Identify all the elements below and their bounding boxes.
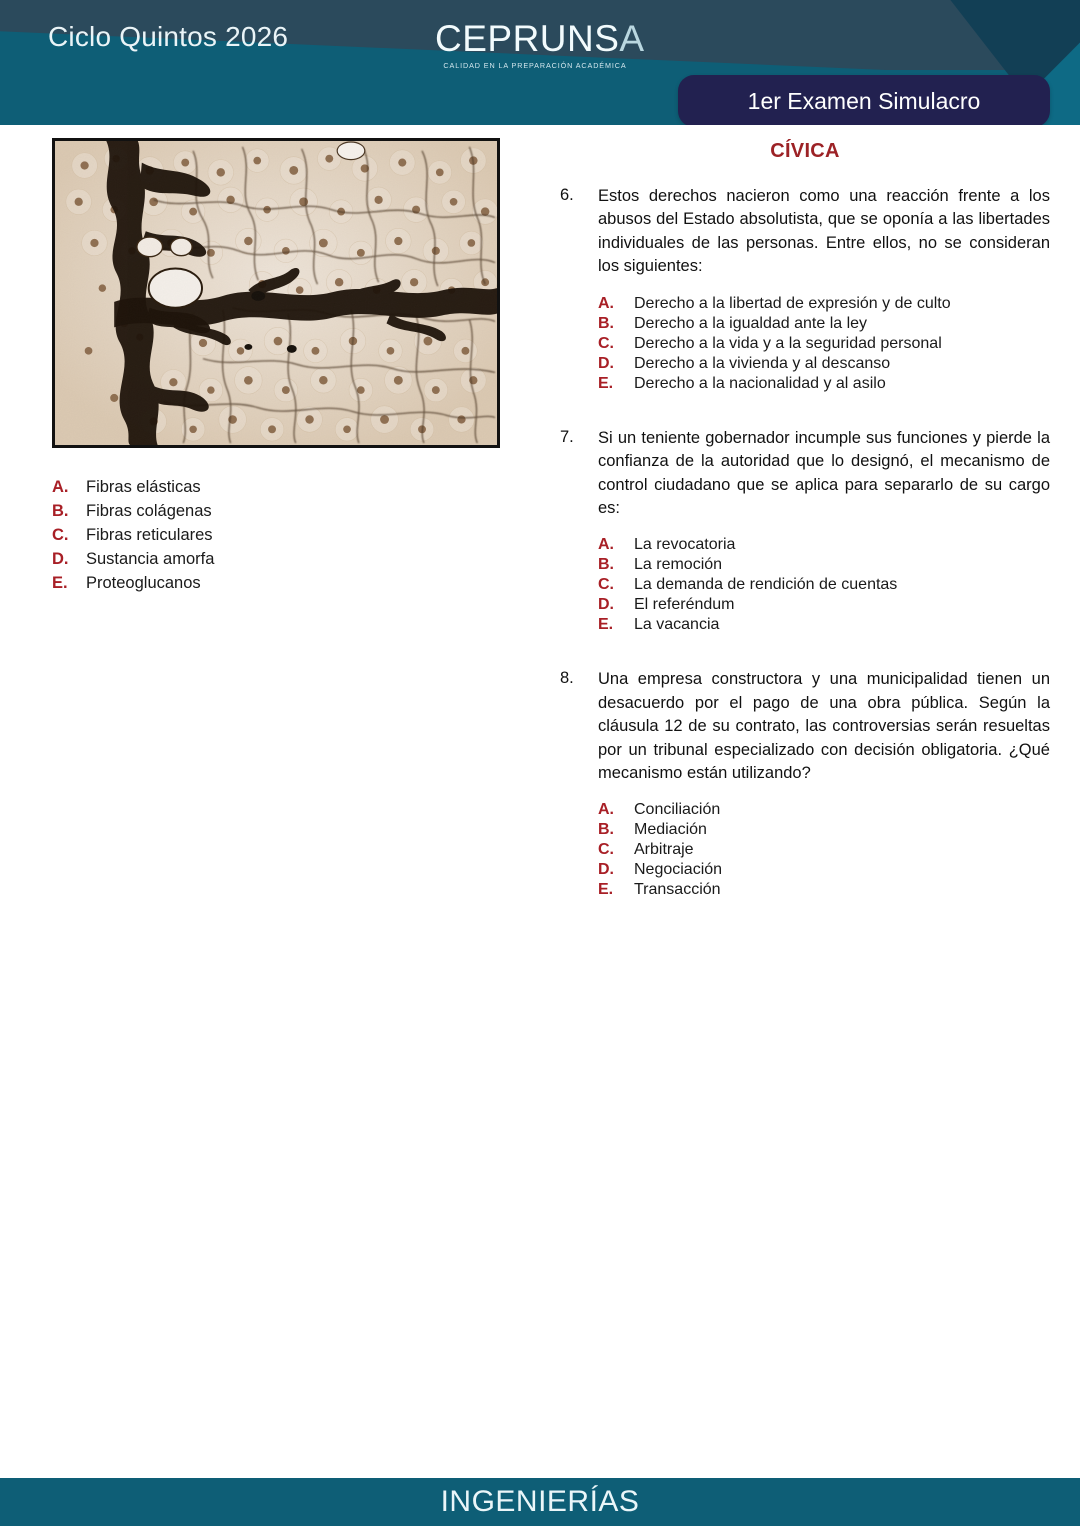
option-row[interactable] <box>52 502 512 521</box>
option-text: Conciliación <box>634 801 721 819</box>
option-text: Derecho a la vivienda y al descanso <box>634 354 891 372</box>
option-row[interactable] <box>598 881 1050 899</box>
option-row[interactable] <box>52 574 512 593</box>
logo-wordmark: CEPRUNSA <box>435 18 645 59</box>
question-block <box>560 668 1050 785</box>
question-number: 7. <box>560 427 574 446</box>
option-row[interactable] <box>598 596 1050 614</box>
option-row[interactable] <box>598 315 1050 333</box>
option-text: Derecho a la nacionalidad y al asilo <box>634 374 886 392</box>
option-letter: E. <box>598 616 614 634</box>
exam-title-badge: 1er Examen Simulacro <box>678 75 1050 125</box>
right-column <box>560 140 1050 901</box>
option-text: La remoción <box>634 556 723 574</box>
option-letter: A. <box>598 536 614 554</box>
option-text: Fibras reticulares <box>86 526 213 544</box>
option-text: Derecho a la igualdad ante la ley <box>634 314 868 332</box>
question-block <box>560 427 1050 521</box>
option-text: Arbitraje <box>634 841 694 859</box>
question-stem: Estos derechos nacieron como una reacción frente a los abusos del Estado absolutista, que se oponía a las libertades individuales de las personas. Entre ellos, no se consideran los siguientes: <box>598 187 1050 276</box>
footer-title: INGENIERÍAS <box>440 1485 640 1518</box>
option-row[interactable] <box>598 616 1050 634</box>
question-spacer <box>560 395 1050 427</box>
option-text: Derecho a la vida y a la seguridad personal <box>634 334 942 352</box>
option-text: Fibras elásticas <box>86 478 201 496</box>
option-text: La revocatoria <box>634 536 736 554</box>
option-text: Proteoglucanos <box>86 574 201 592</box>
option-row[interactable] <box>598 861 1050 879</box>
option-letter: B. <box>598 314 614 332</box>
option-row[interactable] <box>598 295 1050 313</box>
question-spacer <box>560 636 1050 668</box>
option-text: Sustancia amorfa <box>86 550 215 568</box>
option-text: La demanda de rendición de cuentas <box>634 576 898 594</box>
option-letter: E. <box>52 574 68 592</box>
option-letter: B. <box>598 821 614 839</box>
question-body <box>598 185 1050 279</box>
option-row[interactable] <box>598 556 1050 574</box>
option-letter: B. <box>52 502 69 520</box>
cycle-title: Ciclo Quintos 2026 <box>48 21 289 52</box>
question-body <box>598 668 1050 785</box>
option-letter: D. <box>598 596 614 614</box>
left-column <box>52 138 512 598</box>
option-row[interactable] <box>52 550 512 569</box>
question-options <box>598 801 1050 899</box>
ceprunsa-logo <box>435 18 645 70</box>
page-header <box>0 0 1080 125</box>
option-text: La vacancia <box>634 616 720 634</box>
left-answer-options <box>52 478 512 593</box>
option-letter: A. <box>52 478 69 496</box>
option-text: Derecho a la libertad de expresión y de culto <box>634 294 951 312</box>
option-text: Negociación <box>634 861 723 879</box>
option-letter: A. <box>598 801 614 819</box>
option-row[interactable] <box>598 375 1050 393</box>
option-row[interactable] <box>598 576 1050 594</box>
question-number: 6. <box>560 186 574 204</box>
option-letter: D. <box>598 354 614 372</box>
question-options <box>598 536 1050 634</box>
question-block <box>560 185 1050 279</box>
option-row[interactable] <box>598 335 1050 353</box>
option-text: Mediación <box>634 821 707 839</box>
question-number: 8. <box>560 669 574 688</box>
question-options <box>598 295 1050 393</box>
option-row[interactable] <box>52 478 512 497</box>
option-letter: C. <box>598 334 614 352</box>
question-stem: Si un teniente gobernador incumple sus funciones y pierde la confianza de la autoridad que lo designó, el mecanismo de control ciudadano que se aplica para separarlo de su cargo es: <box>598 428 1050 517</box>
option-letter: C. <box>52 526 69 544</box>
option-letter: C. <box>598 841 614 859</box>
option-row[interactable] <box>598 801 1050 819</box>
option-letter: C. <box>598 576 614 594</box>
option-letter: E. <box>598 374 614 392</box>
option-row[interactable] <box>52 526 512 545</box>
question-body <box>598 427 1050 521</box>
option-letter: D. <box>52 550 69 568</box>
subject-title: CÍVICA <box>770 140 840 162</box>
option-letter: B. <box>598 556 614 574</box>
option-row[interactable] <box>598 536 1050 554</box>
page-footer <box>0 1478 1080 1526</box>
question-stem: Una empresa constructora y una municipalidad tienen un desacuerdo por el pago de una obra pública. Según la cláusula 12 de su contrato, las controversias serán resueltas por un tribunal especializado con decisión obligatoria. ¿Qué mecanismo están utilizando? <box>598 670 1050 783</box>
option-row[interactable] <box>598 841 1050 859</box>
option-letter: E. <box>598 881 614 899</box>
micrograph-image <box>55 141 497 445</box>
option-letter: A. <box>598 294 614 312</box>
option-row[interactable] <box>598 355 1050 373</box>
histology-figure <box>52 138 500 448</box>
option-text: El referéndum <box>634 596 735 614</box>
option-text: Transacción <box>634 881 721 899</box>
option-text: Fibras colágenas <box>86 502 212 520</box>
option-row[interactable] <box>598 821 1050 839</box>
logo-tagline: CALIDAD EN LA PREPARACIÓN ACADÉMICA <box>443 61 627 70</box>
option-letter: D. <box>598 861 614 879</box>
micrograph-artwork <box>55 141 497 445</box>
